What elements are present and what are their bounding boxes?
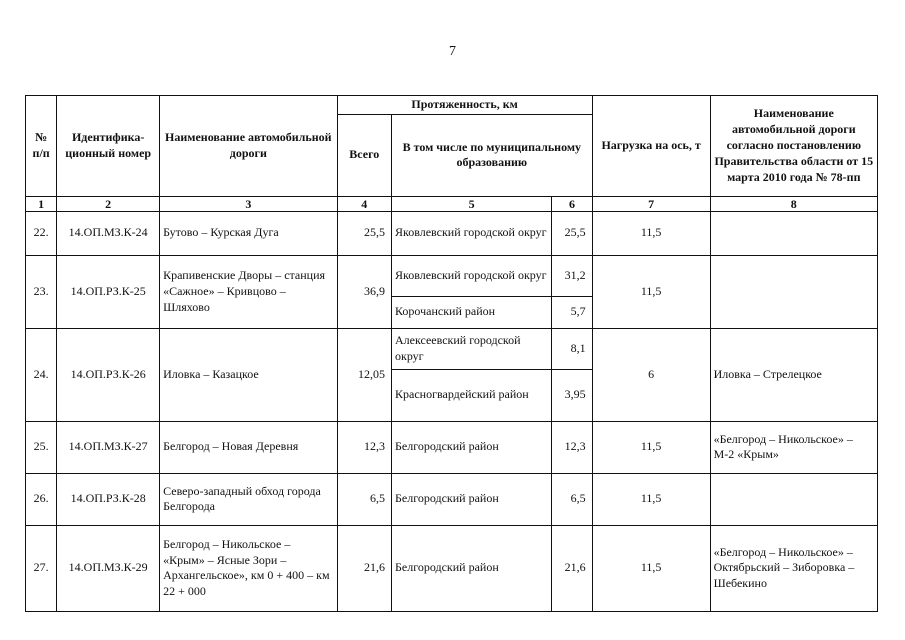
header-length-group: Протяженность, км xyxy=(337,96,592,115)
road-name: Иловка – Казацкое xyxy=(160,328,337,421)
header-number: № п/п xyxy=(26,96,57,197)
roads-table xyxy=(25,95,878,612)
road-name: Белгород – Никольское – «Крым» – Ясные Зори – Архангельское», км 0 + 400 – км 22 + 000 xyxy=(160,525,337,611)
municipal-length: 25,5 xyxy=(552,211,592,255)
table-row xyxy=(26,211,878,255)
header-previous-name: Наименование автомобильной дороги согласно постановлению Правительства области от 15 марта 2010 года № 78-пп xyxy=(710,96,877,197)
road-name: Бутово – Курская Дуга xyxy=(160,211,337,255)
header-municipal: В том числе по муниципальному образованию xyxy=(391,114,592,196)
municipal-length: 6,5 xyxy=(552,473,592,525)
road-id: 14.ОП.РЗ.К-25 xyxy=(57,255,160,328)
municipality: Красногвардейский район xyxy=(391,369,551,421)
length-total: 36,9 xyxy=(337,255,391,328)
road-id: 14.ОП.РЗ.К-28 xyxy=(57,473,160,525)
axle-load: 11,5 xyxy=(592,255,710,328)
length-total: 21,6 xyxy=(337,525,391,611)
row-number: 25. xyxy=(26,421,57,473)
axle-load: 11,5 xyxy=(592,211,710,255)
row-number: 22. xyxy=(26,211,57,255)
table-row xyxy=(26,525,878,611)
municipality: Белгородский район xyxy=(391,473,551,525)
road-name: Северо-западный обход города Белгорода xyxy=(160,473,337,525)
previous-name xyxy=(710,255,877,328)
column-number: 2 xyxy=(57,196,160,211)
municipal-length: 3,95 xyxy=(552,369,592,421)
municipality: Корочанский район xyxy=(391,296,551,328)
municipal-length: 21,6 xyxy=(552,525,592,611)
previous-name xyxy=(710,211,877,255)
page-number: 7 xyxy=(449,44,456,59)
axle-load: 6 xyxy=(592,328,710,421)
previous-name: «Белгород – Никольское» – Октябрьский – Зиборовка – Шебекино xyxy=(710,525,877,611)
length-total: 12,05 xyxy=(337,328,391,421)
length-total: 12,3 xyxy=(337,421,391,473)
axle-load: 11,5 xyxy=(592,473,710,525)
municipality: Белгородский район xyxy=(391,525,551,611)
column-number: 6 xyxy=(552,196,592,211)
column-number: 8 xyxy=(710,196,877,211)
row-number: 23. xyxy=(26,255,57,328)
table-row xyxy=(26,473,878,525)
table-row xyxy=(26,421,878,473)
municipality: Белгородский район xyxy=(391,421,551,473)
column-number: 4 xyxy=(337,196,391,211)
previous-name: «Белгород – Никольское» – М-2 «Крым» xyxy=(710,421,877,473)
header-id: Идентифика-ционный номер xyxy=(57,96,160,197)
municipality: Яковлевский городской округ xyxy=(391,255,551,296)
axle-load: 11,5 xyxy=(592,421,710,473)
previous-name xyxy=(710,473,877,525)
municipal-length: 8,1 xyxy=(552,328,592,369)
previous-name: Иловка – Стрелецкое xyxy=(710,328,877,421)
municipal-length: 31,2 xyxy=(552,255,592,296)
header-axle-load: Нагрузка на ось, т xyxy=(592,96,710,197)
column-number: 3 xyxy=(160,196,337,211)
header-total: Всего xyxy=(337,114,391,196)
municipal-length: 12,3 xyxy=(552,421,592,473)
row-number: 26. xyxy=(26,473,57,525)
road-id: 14.ОП.РЗ.К-26 xyxy=(57,328,160,421)
column-numbers-row xyxy=(26,196,878,211)
column-number: 1 xyxy=(26,196,57,211)
road-id: 14.ОП.МЗ.К-27 xyxy=(57,421,160,473)
municipality: Алексеевский городской округ xyxy=(391,328,551,369)
road-id: 14.ОП.МЗ.К-29 xyxy=(57,525,160,611)
table-row xyxy=(26,255,878,296)
row-number: 24. xyxy=(26,328,57,421)
header-row-1 xyxy=(26,96,878,115)
axle-load: 11,5 xyxy=(592,525,710,611)
road-name: Белгород – Новая Деревня xyxy=(160,421,337,473)
header-road-name: Наименование автомобильной дороги xyxy=(160,96,337,197)
table-row xyxy=(26,328,878,369)
column-number: 7 xyxy=(592,196,710,211)
length-total: 25,5 xyxy=(337,211,391,255)
row-number: 27. xyxy=(26,525,57,611)
road-id: 14.ОП.МЗ.К-24 xyxy=(57,211,160,255)
road-name: Крапивенские Дворы – станция «Сажное» – Кривцово – Шляхово xyxy=(160,255,337,328)
length-total: 6,5 xyxy=(337,473,391,525)
municipal-length: 5,7 xyxy=(552,296,592,328)
column-number: 5 xyxy=(391,196,551,211)
municipality: Яковлевский городской округ xyxy=(391,211,551,255)
